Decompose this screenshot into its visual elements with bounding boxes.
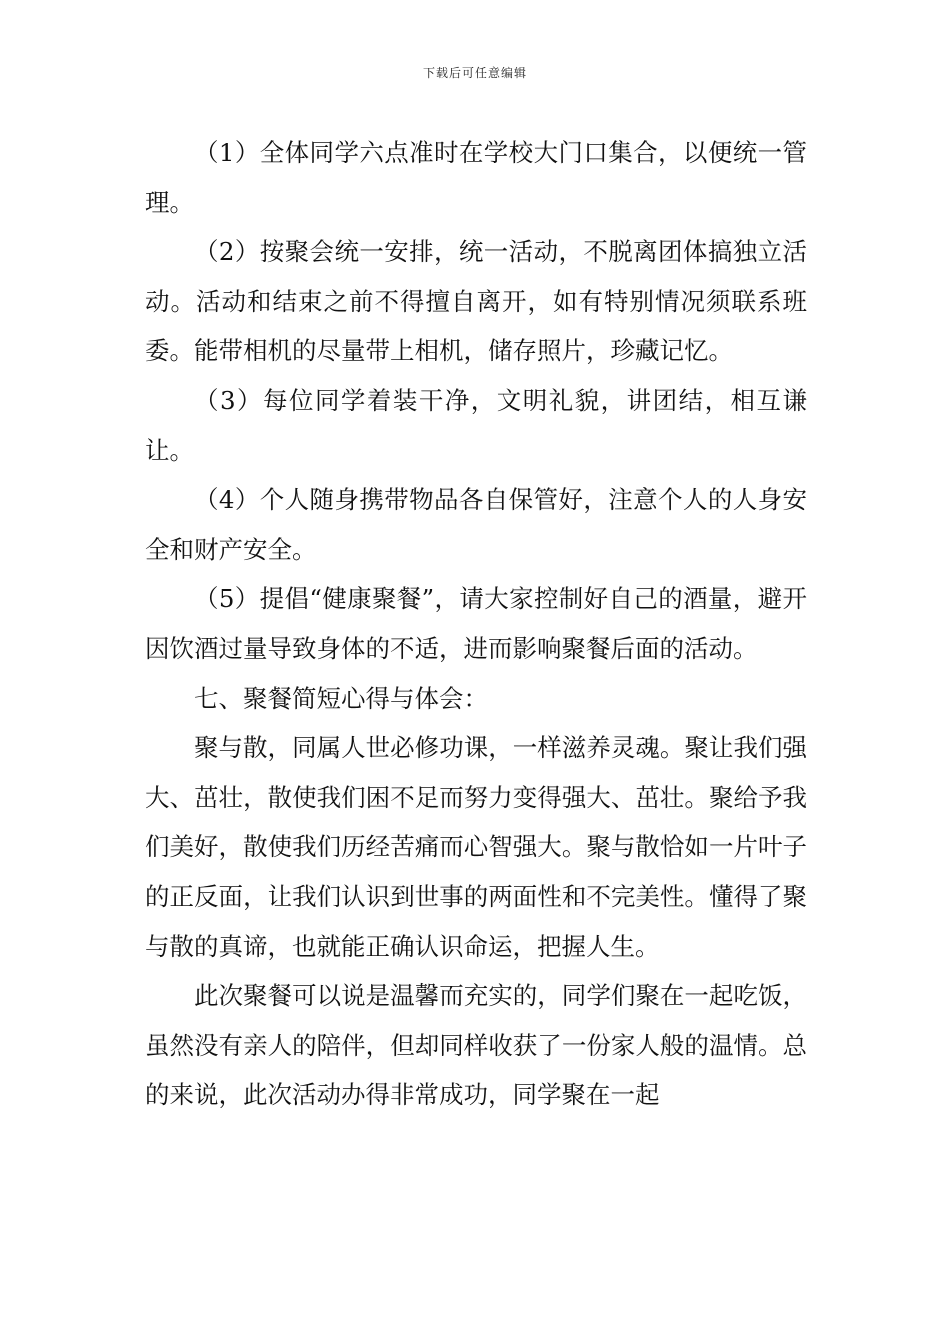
paragraph-reflection-2: 此次聚餐可以说是温馨而充实的，同学们聚在一起吃饭，虽然没有亲人的陪伴，但却同样收获了一份家人般的温情。总的来说，此次活动办得非常成功，同学聚在一起 [145,981,807,1110]
document-body [145,128,807,1120]
section-heading-7: 七、聚餐简短心得与体会： [194,683,488,713]
paragraph-rule-1: （1）全体同学六点准时在学校大门口集合，以便统一管理。 [145,138,807,217]
paragraph-reflection-1: 聚与散，同属人世必修功课，一样滋养灵魂。聚让我们强大、茁壮，散使我们困不足而努力变得强大、茁壮。聚给予我们美好，散使我们历经苦痛而心智强大。聚与散恰如一片叶子的正反面，让我们认识到世事的两面性和不完美性。懂得了聚与散的真谛，也就能正确认识命运，把握人生。 [145,733,807,961]
paragraph-rule-2: （2）按聚会统一安排，统一活动，不脱离团体搞独立活动。活动和结束之前不得擅自离开，如有特别情况须联系班委。能带相机的尽量带上相机，储存照片，珍藏记忆。 [145,237,807,366]
paragraph-rule-5: （5）提倡“健康聚餐”，请大家控制好自己的酒量，避开因饮酒过量导致身体的不适，进而影响聚餐后面的活动。 [145,584,807,663]
paragraph-rule-3: （3）每位同学着装干净，文明礼貌，讲团结，相互谦让。 [145,385,807,465]
paragraph-rule-4: （4）个人随身携带物品各自保管好，注意个人的人身安全和财产安全。 [145,485,807,564]
page-header-note: 下载后可任意编辑 [422,66,527,80]
